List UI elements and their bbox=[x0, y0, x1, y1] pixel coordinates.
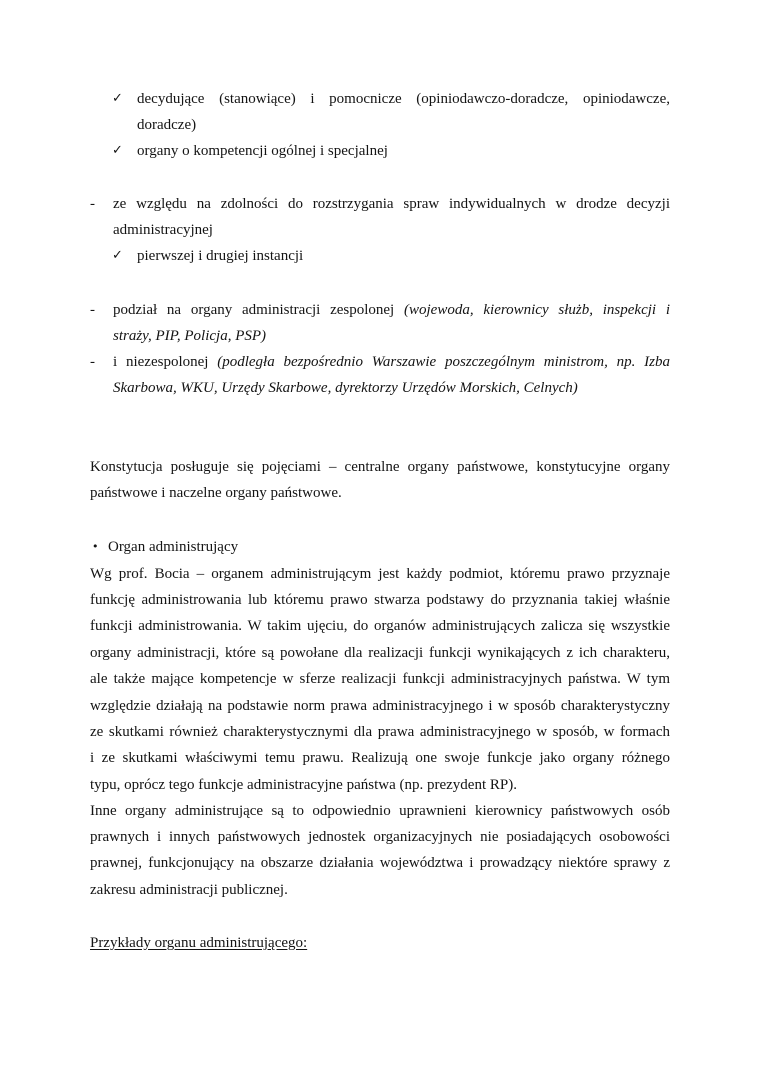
paragraph-line: organy administracji, które są powołane dla realizacji funkcji wynikających z ich charakteru, bbox=[90, 645, 670, 661]
paragraph-line: funkcję administrowania lub któremu prawo stwarza podstawy do przyznania takiej właśnie bbox=[90, 592, 670, 608]
bullet-icon: • bbox=[92, 540, 99, 553]
paragraph-line: Konstytucja posługuje się pojęciami – centralne organy państwowe, konstytucyjne organy bbox=[90, 459, 670, 475]
dash-item-line: ze względu na zdolności do rozstrzygania spraw indywidualnych w drodze decyzji bbox=[113, 196, 670, 212]
dash-item-line bbox=[113, 352, 670, 372]
checklist-item-line: doradcze) bbox=[137, 117, 197, 133]
paragraph-line: państwowe i naczelne organy państwowe. bbox=[90, 485, 342, 501]
paragraph-line: typu, oprócz tego funkcje administracyjne państwa (np. prezydent RP). bbox=[90, 777, 517, 793]
paragraph-line: prawnej, funkcjonujący na obszarze działania województwa i prowadzący niektóre sprawy z bbox=[90, 855, 670, 871]
dash-item-italic-text: (podległa bezpośrednio Warszawie poszczególnym ministrom, np. Izba bbox=[217, 354, 670, 370]
paragraph-line: Inne organy administrujące są to odpowiednio uprawnieni kierownicy państwowych osób bbox=[90, 803, 670, 819]
dash-item-text: podział na organy administracji zespolonej bbox=[113, 302, 395, 318]
checkmark-icon: ✓ bbox=[112, 143, 123, 158]
dash-item-italic-line: Skarbowa, WKU, Urzędy Skarbowe, dyrektorzy Urzędów Morskich, Celnych) bbox=[113, 380, 578, 396]
paragraph-line: zakresu administracji publicznej. bbox=[90, 882, 288, 898]
paragraph-line: i ze skutkami właściwymi temu prawu. Realizują one swoje funkcje jako organy różnego bbox=[90, 750, 670, 766]
examples-heading-text: Przykłady organu administrującego: bbox=[90, 935, 308, 951]
paragraph-line: ale także mające kompetencje w sferze realizacji funkcji administracyjnych państwa. W tym bbox=[90, 671, 670, 687]
paragraph-line: prawnych i innych państwowych jednostek organizacyjnych nie posiadających osobowości bbox=[90, 829, 670, 845]
dash-item-line bbox=[113, 300, 670, 320]
examples-heading bbox=[90, 933, 670, 953]
checklist-item-line: pierwszej i drugiej instancji bbox=[137, 248, 304, 264]
paragraph-line: ze skutkami również charakterystycznymi dla prawa administracyjnego w sposób, w formach bbox=[90, 724, 670, 740]
checklist-item-line: decydujące (stanowiące) i pomocnicze (opiniodawczo-doradcze, opiniodawcze, bbox=[137, 91, 670, 107]
dash-item-italic-text: (wojewoda, kierownicy służb, inspekcji i bbox=[404, 302, 671, 318]
dash-marker: - bbox=[90, 354, 95, 370]
paragraph-line: Wg prof. Bocia – organem administrującym jest każdy podmiot, któremu prawo przyznaje bbox=[90, 566, 670, 582]
checklist-item-line: organy o kompetencji ogólnej i specjalnej bbox=[137, 143, 388, 159]
dash-item-italic-line: straży, PIP, Policja, PSP) bbox=[113, 328, 267, 344]
dash-marker: - bbox=[90, 302, 95, 318]
dash-item-line: administracyjnej bbox=[113, 222, 213, 238]
checkmark-icon: ✓ bbox=[112, 248, 123, 263]
checkmark-icon: ✓ bbox=[112, 91, 123, 106]
dash-marker: - bbox=[90, 196, 95, 212]
paragraph-line: względzie działają na podstawie norm prawa administracyjnego i w sposób charakterystyczny bbox=[90, 698, 670, 714]
paragraph-line: funkcji administrowania. W takim ujęciu, do organów administrujących zalicza się wszystkie bbox=[90, 618, 670, 634]
section-heading: Organ administrujący bbox=[108, 539, 239, 555]
dash-item-text: i niezespolonej bbox=[113, 354, 209, 370]
